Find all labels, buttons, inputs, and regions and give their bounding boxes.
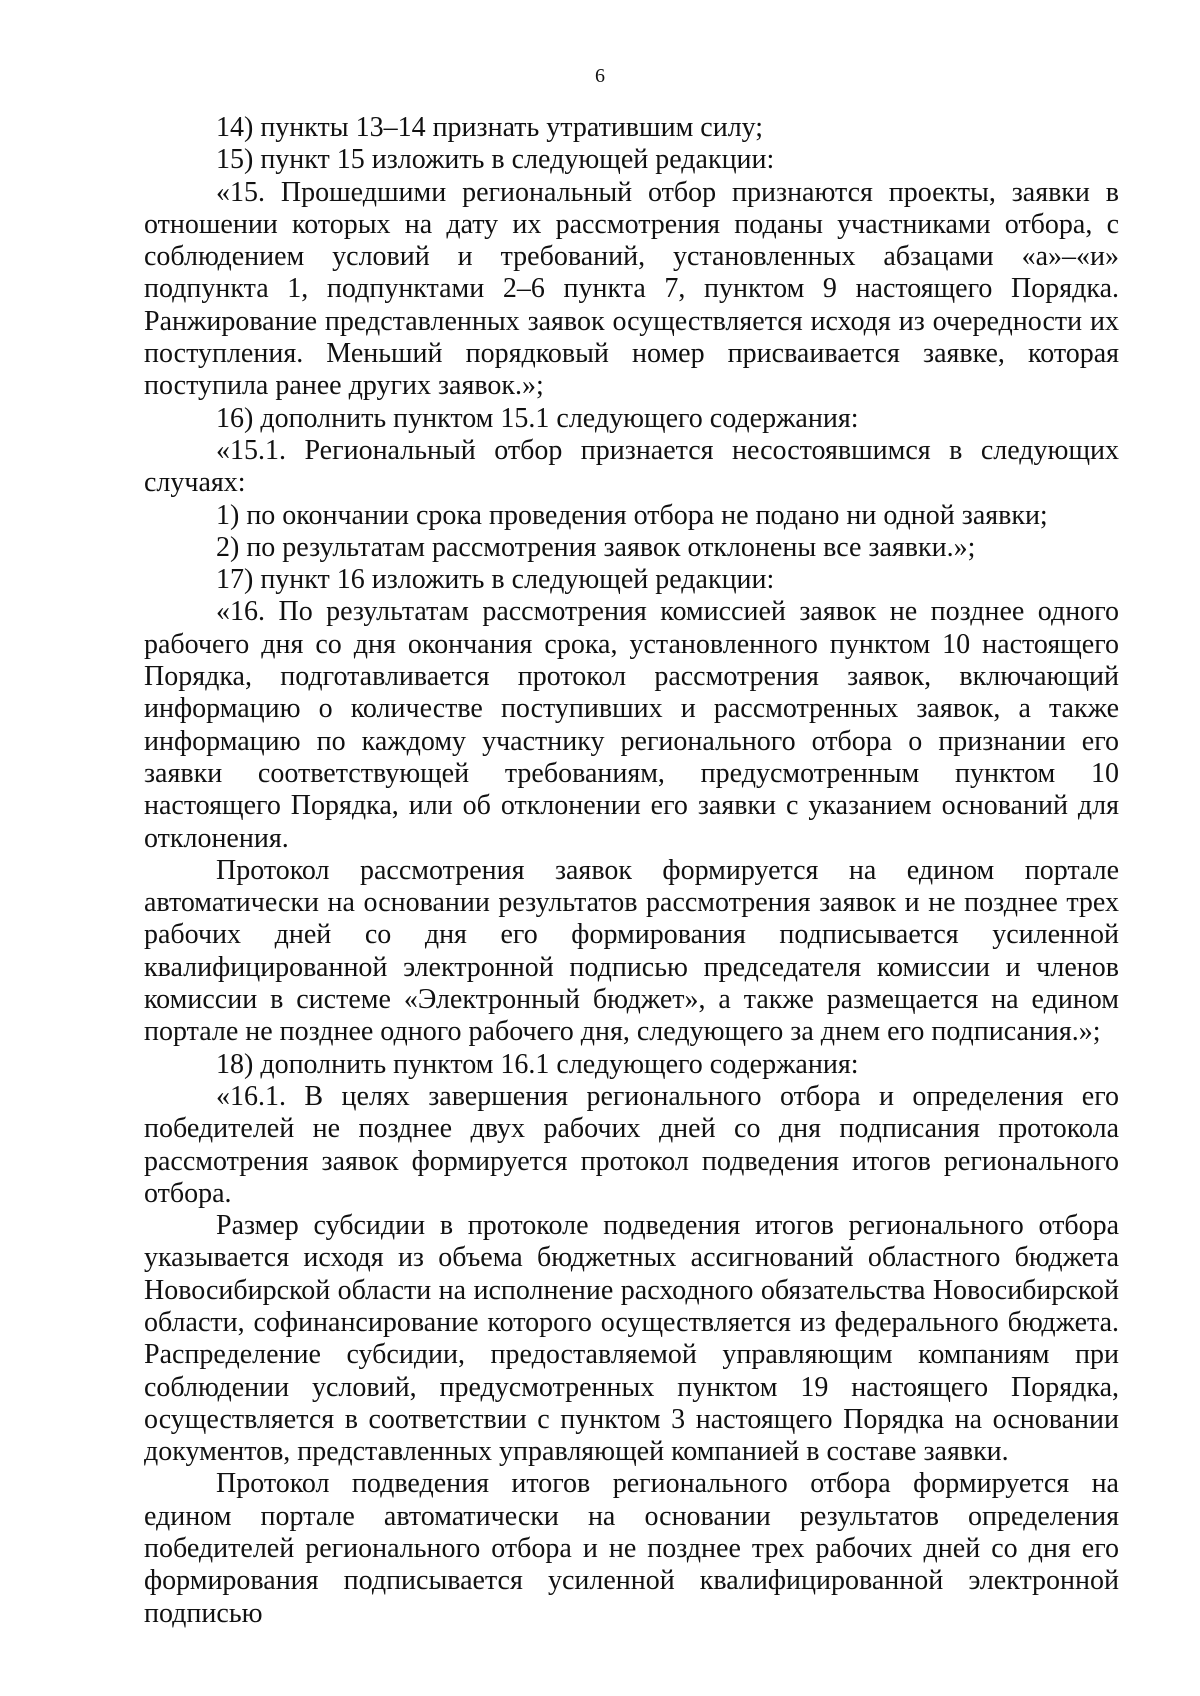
paragraph-clause-16: «16. По результатам рассмотрения комиссией заявок не позднее одного рабочего дня со дня окончания срока, установленного пунктом 10 настоящего Порядка, подготавливается протокол рассмотрения заявок, включающий информацию о количестве поступивших и рассмотренных заявок, а также информацию по каждому участнику регионального отбора о признании его заявки соответствующей требованиям, предусмотренным пунктом 10 настоящего Порядка, или об отклонении его заявки с указанием оснований для отклонения. (144, 596, 1119, 854)
paragraph-clause-16-1: «16.1. В целях завершения регионального отбора и определения его победителей не позднее двух рабочих дней со дня подписания протокола рассмотрения заявок формируется протокол подведения итогов регионального отбора. (144, 1080, 1119, 1209)
paragraph-item-14: 14) пункты 13–14 признать утратившим силу; (216, 112, 764, 143)
paragraph-item-16: 16) дополнить пунктом 15.1 следующего содержания: (216, 402, 859, 434)
paragraph-subitem-1: 1) по окончании срока проведения отбора не подано ни одной заявки; (216, 499, 1048, 531)
paragraph-item-15: 15) пункт 15 изложить в следующей редакции: (216, 144, 775, 176)
paragraph-subsidy-size: Размер субсидии в протоколе подведения итогов регионального отбора указывается исходя из объема бюджетных ассигнований областного бюджета Новосибирской области на исполнение расходного обязательства Новосибирской области, софинансирование которого осуществляется из федерального бюджета. Распределение субсидии, предоставляемой управляющим компаниям при соблюдении условий, предусмотренных пунктом 19 настоящего Порядка, осуществляется в соответствии с пунктом 3 настоящего Порядка на основании документов, представленных управляющей компанией в составе заявки. (144, 1210, 1119, 1468)
paragraph-protocol-review: Протокол рассмотрения заявок формируется на едином портале автоматически на основании результатов рассмотрения заявок и не позднее трех рабочих дней со дня его формирования подписывается усиленной квалифицированной электронной подписью председателя комиссии и членов комиссии в системе «Электронный бюджет», а также размещается на едином портале не позднее одного рабочего дня, следующего за днем его подписания.»; (144, 854, 1119, 1048)
paragraph-subitem-2: 2) по результатам рассмотрения заявок отклонены все заявки.»; (216, 531, 976, 563)
page-number: 6 (595, 65, 605, 87)
paragraph-protocol-results: Протокол подведения итогов регионального отбора формируется на едином портале автоматически на основании результатов определения победителей регионального отбора и не позднее трех рабочих дней со дня его формирования подписывается усиленной квалифицированной электронной подписью (144, 1468, 1119, 1629)
paragraph-clause-15: «15. Прошедшими региональный отбор признаются проекты, заявки в отношении которых на дату их рассмотрения поданы участниками отбора, с соблюдением условий и требований, установленных абзацами «а»–«и» подпункта 1, подпунктами 2–6 пункта 7, пунктом 9 настоящего Порядка. Ранжирование представленных заявок осуществляется исходя из очередности их поступления. Меньший порядковый номер присваивается заявке, которая поступила ранее других заявок.»; (144, 176, 1119, 402)
paragraph-item-18: 18) дополнить пунктом 16.1 следующего содержания: (216, 1048, 859, 1080)
paragraph-item-17: 17) пункт 16 изложить в следующей редакции: (216, 564, 775, 596)
paragraph-clause-15-1: «15.1. Региональный отбор признается несостоявшимся в следующих случаях: (144, 434, 1119, 499)
document-body (144, 112, 1119, 1630)
